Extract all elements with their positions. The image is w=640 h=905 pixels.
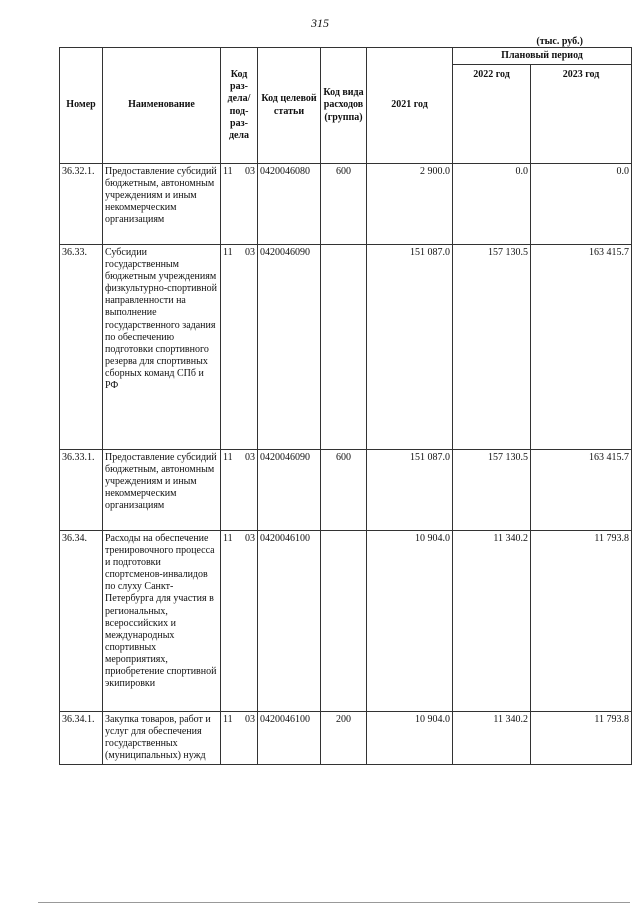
row-subsection: 03 <box>245 247 255 258</box>
header-planned-period: Плановый период <box>453 48 632 65</box>
budget-table <box>59 47 632 765</box>
row-name: Предоставление субсидий бюджетным, автономным учреждениям и иным некоммерческим организациям <box>103 164 221 245</box>
header-year-2023: 2023 год <box>531 65 632 164</box>
table-row <box>60 531 632 712</box>
row-value-2022: 157 130.5 <box>453 450 531 531</box>
row-section-code <box>221 531 258 712</box>
row-name: Субсидии государственным бюджетным учреждениям физкультурно-спортивной направленности на выполнение государственного задания по обеспечению подготовки спортивного резерва для спортивных сборных команд СПб и РФ <box>103 245 221 450</box>
row-section-code <box>221 450 258 531</box>
header-row <box>60 48 632 65</box>
row-value-2022: 11 340.2 <box>453 712 531 765</box>
header-number: Номер <box>60 48 103 164</box>
row-value-2022: 157 130.5 <box>453 245 531 450</box>
row-value-2023: 163 415.7 <box>531 245 632 450</box>
row-section: 11 <box>223 452 233 463</box>
header-name: Наименование <box>103 48 221 164</box>
row-expense-code: 600 <box>321 164 367 245</box>
row-value-2021: 10 904.0 <box>367 712 453 765</box>
row-subsection: 03 <box>245 533 255 544</box>
row-value-2023: 11 793.8 <box>531 531 632 712</box>
row-section: 11 <box>223 714 233 725</box>
row-number: 36.33.1. <box>60 450 103 531</box>
row-value-2023: 0.0 <box>531 164 632 245</box>
row-section: 11 <box>223 166 233 177</box>
row-subsection: 03 <box>245 452 255 463</box>
row-subsection: 03 <box>245 714 255 725</box>
row-section-code <box>221 245 258 450</box>
bottom-divider <box>38 902 630 903</box>
row-target-code: 0420046100 <box>258 712 321 765</box>
header-section-code: Код раз-дела/ под-раз-дела <box>221 48 258 164</box>
row-number: 36.32.1. <box>60 164 103 245</box>
row-section-code <box>221 164 258 245</box>
row-target-code: 0420046090 <box>258 450 321 531</box>
row-expense-code <box>321 245 367 450</box>
row-expense-code <box>321 531 367 712</box>
row-value-2023: 11 793.8 <box>531 712 632 765</box>
row-name: Предоставление субсидий бюджетным, автономным учреждениям и иным некоммерческим организациям <box>103 450 221 531</box>
row-value-2023: 163 415.7 <box>531 450 632 531</box>
row-value-2021: 151 087.0 <box>367 450 453 531</box>
page-number: 315 <box>311 16 329 30</box>
row-target-code: 0420046100 <box>258 531 321 712</box>
row-section: 11 <box>223 247 233 258</box>
row-value-2022: 0.0 <box>453 164 531 245</box>
header-target-code: Код целевой статьи <box>258 48 321 164</box>
header-expense-code: Код вида расходов (группа) <box>321 48 367 164</box>
row-target-code: 0420046090 <box>258 245 321 450</box>
table-row <box>60 712 632 765</box>
row-target-code: 0420046080 <box>258 164 321 245</box>
row-value-2022: 11 340.2 <box>453 531 531 712</box>
row-name: Закупка товаров, работ и услуг для обеспечения государственных (муниципальных) нужд <box>103 712 221 765</box>
table-row <box>60 164 632 245</box>
header-year-2022: 2022 год <box>453 65 531 164</box>
row-number: 36.34.1. <box>60 712 103 765</box>
row-number: 36.33. <box>60 245 103 450</box>
row-expense-code: 200 <box>321 712 367 765</box>
table-row <box>60 245 632 450</box>
row-value-2021: 151 087.0 <box>367 245 453 450</box>
row-number: 36.34. <box>60 531 103 712</box>
row-section: 11 <box>223 533 233 544</box>
row-value-2021: 2 900.0 <box>367 164 453 245</box>
row-section-code <box>221 712 258 765</box>
row-subsection: 03 <box>245 166 255 177</box>
table-row <box>60 450 632 531</box>
header-year-2021: 2021 год <box>367 48 453 164</box>
row-value-2021: 10 904.0 <box>367 531 453 712</box>
row-expense-code: 600 <box>321 450 367 531</box>
row-name: Расходы на обеспечение тренировочного процесса и подготовки спортсменов-инвалидов по слуху Санкт-Петербурга для участия в региональных, всероссийских и международных спортивных мероприятиях, приобретение спортивной экипировки <box>103 531 221 712</box>
units-label: (тыс. руб.) <box>536 36 583 47</box>
